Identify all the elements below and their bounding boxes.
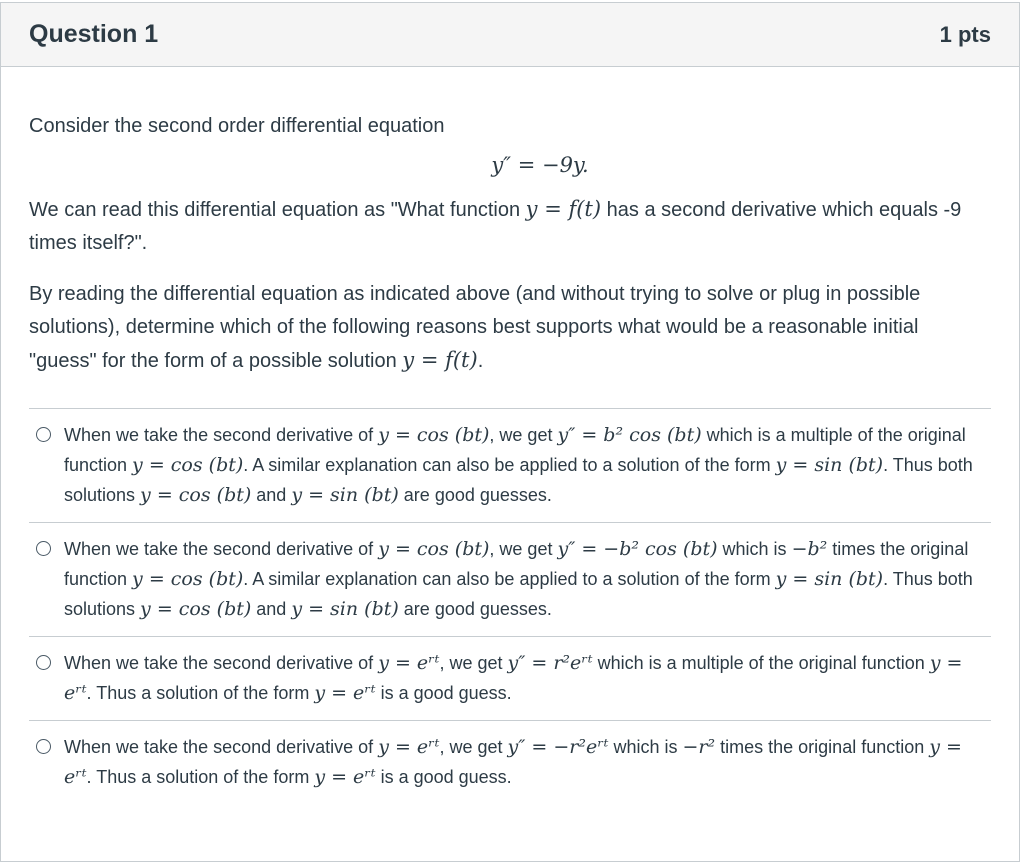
answer-option-2[interactable] xyxy=(29,523,991,637)
answer-text: is a good guess. xyxy=(375,683,512,703)
answer-text: . Thus both solutions xyxy=(64,455,973,505)
answer-text: When we take the second derivative of xyxy=(64,737,379,757)
answer-option-3[interactable] xyxy=(29,637,991,721)
answer-option-4[interactable] xyxy=(29,721,991,804)
math-expression: y = cos (bt) xyxy=(140,598,252,620)
answer-text: times the original function xyxy=(715,737,930,757)
math-expression: y = sin (bt) xyxy=(775,454,884,476)
math-expression: y″ = b² cos (bt) xyxy=(557,424,702,446)
answer-text: When we take the second derivative of xyxy=(64,425,379,445)
math-expression: −b² xyxy=(791,538,828,560)
answer-text: which is a multiple of the original function xyxy=(64,425,966,475)
question-intro: Consider the second order differential equation xyxy=(29,115,445,137)
answer-text: , we get xyxy=(489,425,558,445)
math-expression: y = f(t) xyxy=(525,197,602,221)
math-expression: y″ = −b² cos (bt) xyxy=(557,538,718,560)
math-expression: y = eʳᵗ xyxy=(64,652,963,704)
math-expression: y = eʳᵗ xyxy=(314,682,376,704)
radio-button[interactable] xyxy=(36,655,51,670)
question-paragraph-reading xyxy=(29,193,991,260)
radio-button[interactable] xyxy=(36,739,51,754)
math-expression: y = sin (bt) xyxy=(291,484,399,506)
question-equation xyxy=(29,149,991,183)
paragraph-text: . xyxy=(477,350,484,372)
paragraph-text: We can read this differential equation as "What function xyxy=(29,199,526,221)
answer-text: which is xyxy=(717,539,792,559)
math-expression: y″ = −r²eʳᵗ xyxy=(507,736,609,758)
math-expression: y = cos (bt) xyxy=(378,424,490,446)
question-title: Question 1 xyxy=(29,20,159,48)
answer-text: , we get xyxy=(439,737,508,757)
answer-list xyxy=(29,408,991,804)
math-expression: y = cos (bt) xyxy=(140,484,252,506)
question-card xyxy=(0,2,1020,862)
math-expression: −r² xyxy=(682,736,716,758)
math-expression: y″ = r²eʳᵗ xyxy=(507,652,593,674)
radio-button[interactable] xyxy=(36,541,51,556)
answer-text: . A similar explanation can also be applied to a solution of the form xyxy=(243,455,776,475)
answer-text: . A similar explanation can also be applied to a solution of the form xyxy=(243,569,776,589)
math-expression: y = eʳᵗ xyxy=(378,736,440,758)
math-expression: y = eʳᵗ xyxy=(64,736,962,788)
answer-text: times the original function xyxy=(64,539,969,589)
question-paragraph-prompt xyxy=(29,278,991,378)
answer-text: which is a multiple of the original function xyxy=(592,653,930,673)
answer-text: . Thus a solution of the form xyxy=(86,767,315,787)
answer-text: , we get xyxy=(439,653,508,673)
answer-text: which is xyxy=(608,737,683,757)
answer-text: are good guesses. xyxy=(398,485,552,505)
math-expression: y = f(t) xyxy=(402,348,478,372)
math-expression: y = cos (bt) xyxy=(378,538,490,560)
answer-text: and xyxy=(251,485,292,505)
answer-text: and xyxy=(251,599,292,619)
question-points: 1 pts xyxy=(939,21,991,47)
answer-option-1[interactable] xyxy=(29,409,991,523)
answer-text: . Thus a solution of the form xyxy=(86,683,315,703)
answer-text: When we take the second derivative of xyxy=(64,653,379,673)
question-body xyxy=(1,110,1019,804)
radio-button[interactable] xyxy=(36,427,51,442)
math-expression: y = sin (bt) xyxy=(775,568,884,590)
answer-text: are good guesses. xyxy=(398,599,552,619)
math-expression: y = cos (bt) xyxy=(132,568,244,590)
answer-text: When we take the second derivative of xyxy=(64,539,379,559)
answer-text: . Thus both solutions xyxy=(64,569,973,619)
paragraph-text: By reading the differential equation as indicated above (and without trying to solve or plug in possible solutions), determine which of the following reasons best supports what would be a reasonable initial "guess" for the form of a possible solution xyxy=(29,283,921,372)
answer-text: is a good guess. xyxy=(375,767,512,787)
equation-text: y″ = −9y. xyxy=(491,153,589,177)
answer-text: , we get xyxy=(489,539,558,559)
math-expression: y = cos (bt) xyxy=(132,454,244,476)
math-expression: y = eʳᵗ xyxy=(314,766,376,788)
question-header xyxy=(1,3,1019,67)
math-expression: y = eʳᵗ xyxy=(378,652,440,674)
paragraph-text: has a second derivative which equals -9 times itself?". xyxy=(29,199,962,254)
math-expression: y = sin (bt) xyxy=(291,598,399,620)
